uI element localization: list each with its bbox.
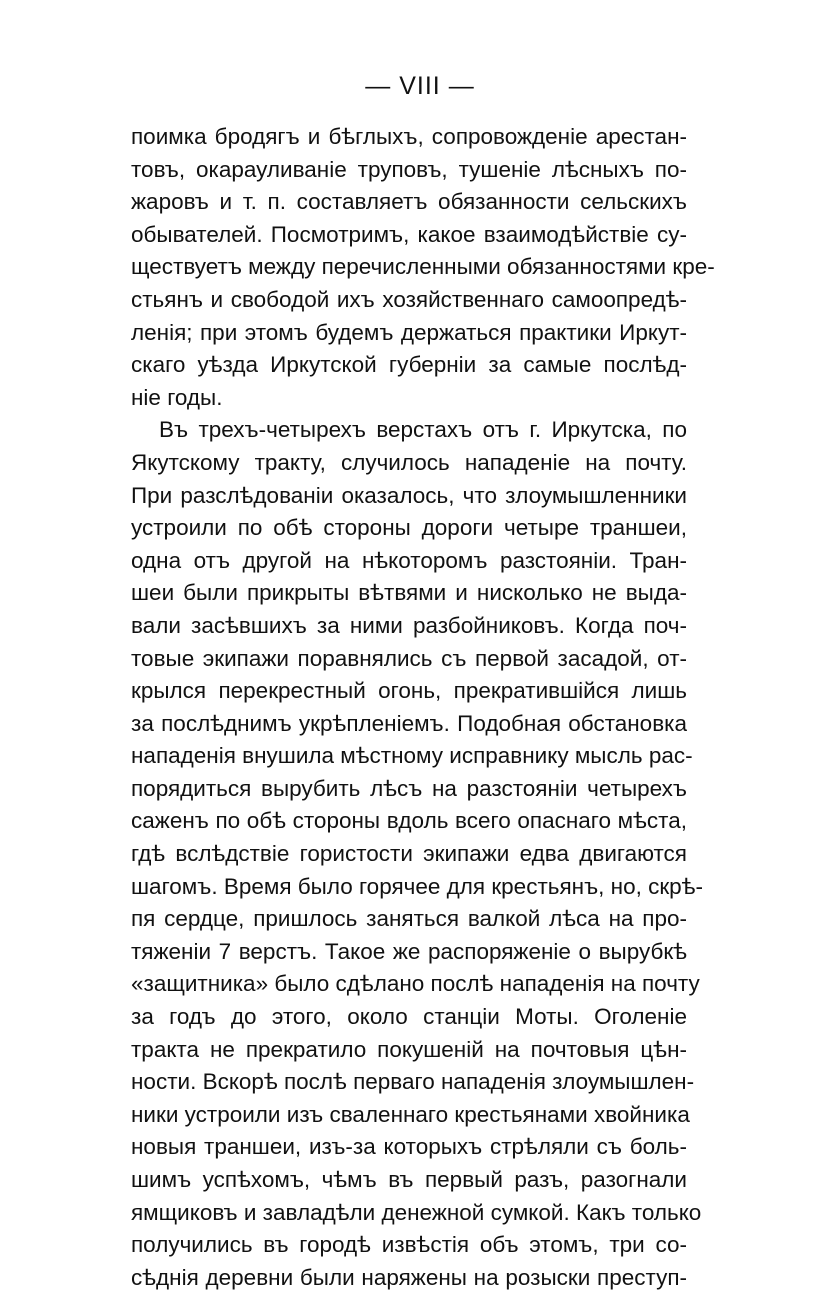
text-line: Якутскому тракту, случилось нападеніе на почту. xyxy=(131,449,687,475)
text-line: получились въ городѣ извѣстія объ этомъ, три со- xyxy=(131,1232,687,1258)
text-line: тяженіи 7 верстъ. Такое же распоряженіе о вырубкѣ xyxy=(131,938,687,964)
text-line: При разслѣдованіи оказалось, что злоумышленники xyxy=(131,482,687,508)
paragraph-end-line: ніе годы. xyxy=(131,384,223,410)
text-line: порядиться вырубить лѣсъ на разстояніи четырехъ xyxy=(131,775,687,801)
text-line: шимъ успѣхомъ, чѣмъ въ первый разъ, разогнали xyxy=(131,1167,687,1192)
text-line: ники устроили изъ сваленнаго крестьянами хвойника xyxy=(131,1101,690,1127)
text-line: шагомъ. Время было горячее для крестьянъ, но, скрѣ- xyxy=(131,873,703,899)
text-line: товые экипажи поравнялись съ первой засадой, от- xyxy=(131,645,687,671)
text-line: новыя траншеи, изъ-за которыхъ стрѣляли съ боль- xyxy=(131,1134,687,1160)
text-line: обывателей. Посмотримъ, какое взаимодѣйствіе су- xyxy=(131,221,687,247)
text-line: тракта не прекратило покушеній на почтовыя цѣн- xyxy=(131,1036,687,1062)
text-line: вали засѣвшихъ за ними разбойниковъ. Когда поч- xyxy=(131,612,687,638)
text-line: жаровъ и т. п. составляетъ обязанности сельскихъ xyxy=(131,189,687,215)
page-number-header: — VIII — xyxy=(365,72,475,100)
text-line: «защитника» было сдѣлано послѣ нападенія на почту xyxy=(131,971,700,997)
text-line: одна отъ другой на нѣкоторомъ разстояніи. Тран- xyxy=(131,547,687,573)
text-line: нападенія внушила мѣстному исправнику мысль рас- xyxy=(131,743,693,769)
text-line: товъ, окарауливаніе труповъ, тушеніе лѣсныхъ по- xyxy=(131,156,687,182)
text-line: за послѣднимъ укрѣпленіемъ. Подобная обстановка xyxy=(131,710,687,736)
text-line: стьянъ и свободой ихъ хозяйственнаго самоопредѣ- xyxy=(131,286,687,312)
text-line: шеи были прикрыты вѣтвями и нисколько не выда- xyxy=(131,580,687,606)
text-line: скаго уѣзда Иркутской губерніи за самые послѣд- xyxy=(131,352,687,378)
text-line: за годъ до этого, около станціи Моты. Оголеніе xyxy=(131,1004,687,1030)
text-line: сѣднія деревни были наряжены на розыски преступ- xyxy=(131,1264,687,1290)
text-line: гдѣ вслѣдствіе гористости экипажи едва двигаются xyxy=(131,841,687,867)
paragraph-start-line: Въ трехъ-четырехъ верстахъ отъ г. Иркутска, по xyxy=(159,417,687,443)
text-line: ямщиковъ и завладѣли денежной сумкой. Какъ только xyxy=(131,1199,702,1225)
text-line: устроили по обѣ стороны дороги четыре траншеи, xyxy=(131,515,687,541)
text-line: ществуетъ между перечисленными обязанностями кре- xyxy=(131,254,715,280)
text-line: пя сердце, пришлось заняться валкой лѣса на про- xyxy=(131,906,687,932)
text-line: саженъ по обѣ стороны вдоль всего опаснаго мѣста, xyxy=(131,808,687,834)
text-line: ленія; при этомъ будемъ держаться практики Иркут- xyxy=(131,319,687,345)
text-line: поимка бродягъ и бѣглыхъ, сопровожденіе арестан- xyxy=(131,124,687,149)
text-line: крылся перекрестный огонь, прекратившійся лишь xyxy=(131,678,687,704)
body-text xyxy=(131,121,715,1294)
text-line: ности. Вскорѣ послѣ перваго нападенія злоумышлен- xyxy=(131,1069,695,1095)
